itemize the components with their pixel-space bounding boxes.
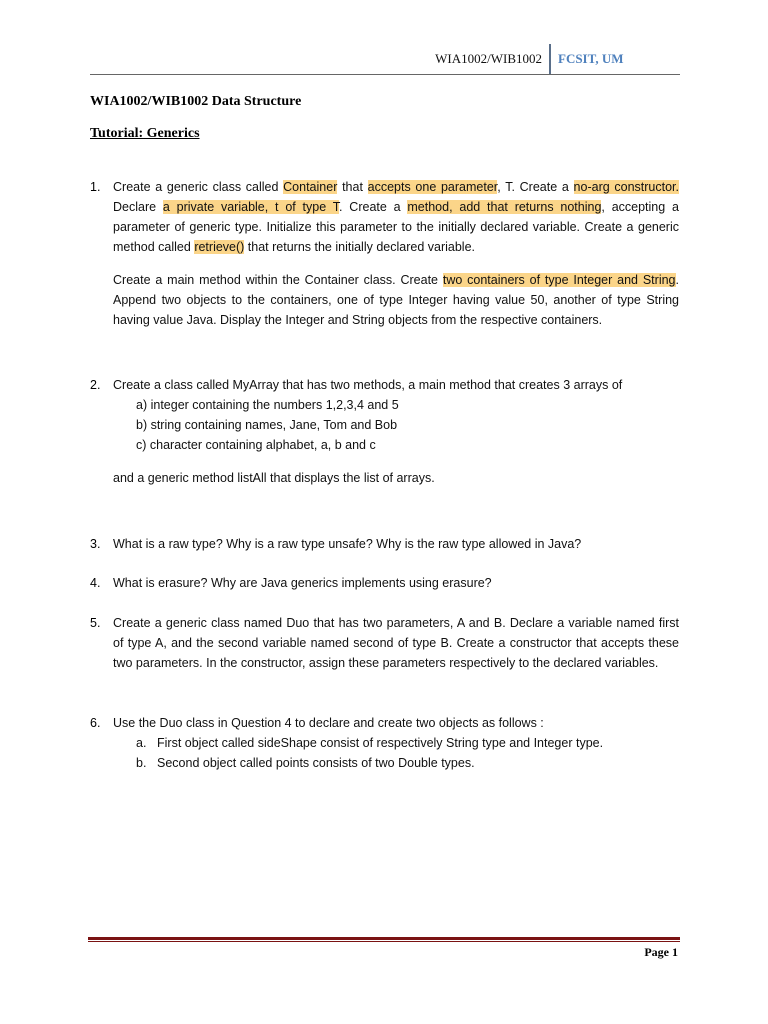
question-2-item-a: a) integer containing the numbers 1,2,3,4 and 5 <box>136 398 399 412</box>
q1-highlight-retrieve: retrieve() <box>194 240 245 254</box>
q1-highlight-container: Container <box>283 180 338 194</box>
q1-highlight-accepts-parameter: accepts one parameter <box>367 180 498 194</box>
q1-text: that returns the initially declared variable. <box>244 240 476 254</box>
q1-text: , accepting a parameter of generic type. Initialize this parameter to the initially declared variable. Create a generic method called <box>113 200 679 254</box>
q1-text: , T. Create a <box>497 180 574 194</box>
document-title: WIA1002/WIB1002 Data Structure <box>90 94 302 109</box>
q1-highlight-private-variable: a private variable, t of type T <box>162 200 340 214</box>
q1-text: Declare <box>113 200 163 214</box>
question-6-item-a-text: First object called sideShape consist of respectively String type and Integer type. <box>157 736 604 750</box>
footer-rule-thick <box>88 937 680 940</box>
q1-text: Create a main method within the Container class. Create <box>113 273 443 287</box>
q1-highlight-no-arg-constructor: no-arg constructor. <box>573 180 679 194</box>
q1-highlight-add-method: method, add that returns nothing <box>407 200 602 214</box>
q1-text: . Append two objects to the containers, one of type Integer having value 50, another of type String having value Java. Display the Integer and String objects from the respective containers. <box>113 273 679 327</box>
header-rule <box>90 74 680 75</box>
question-1-paragraph-1 <box>113 177 679 257</box>
question-4-number: 4. <box>90 576 101 590</box>
page-number: Page 1 <box>644 945 678 959</box>
question-5-number: 5. <box>90 616 101 630</box>
question-6-text: Use the Duo class in Question 4 to declare and create two objects as follows : <box>113 716 544 730</box>
question-6-item-b-text: Second object called points consists of two Double types. <box>157 756 475 770</box>
question-2-item-c: c) character containing alphabet, a, b and c <box>136 438 376 452</box>
question-2-intro: Create a class called MyArray that has two methods, a main method that creates 3 arrays of <box>113 378 623 392</box>
q1-text: . Create a <box>339 200 408 214</box>
question-2-number: 2. <box>90 378 101 392</box>
question-3-text: What is a raw type? Why is a raw type unsafe? Why is the raw type allowed in Java? <box>113 537 582 551</box>
question-6-item-a-letter: a. <box>136 736 147 750</box>
question-2-item-b: b) string containing names, Jane, Tom and Bob <box>136 418 398 432</box>
question-6-item-b-letter: b. <box>136 756 147 770</box>
footer-rule-thin <box>88 941 680 942</box>
document-subtitle: Tutorial: Generics <box>90 126 200 141</box>
question-4-text: What is erasure? Why are Java generics implements using erasure? <box>113 576 492 590</box>
question-1-number: 1. <box>90 180 101 194</box>
header-course-codes: WIA1002/WIB1002 <box>435 51 542 66</box>
question-3-number: 3. <box>90 537 101 551</box>
q1-text: that <box>337 180 368 194</box>
question-5-text: Create a generic class named Duo that has two parameters, A and B. Declare a variable named first of type A, and the second variable named second of type B. Create a constructor that accepts these two parameters. In the constructor, assign these parameters respectively to the declared variables. <box>113 616 679 670</box>
q1-text: Create a generic class called <box>113 180 284 194</box>
question-1-paragraph-2 <box>113 270 679 330</box>
q1-highlight-two-containers: two containers of type Integer and String <box>442 273 676 287</box>
header-faculty: FCSIT, UM <box>558 51 624 66</box>
question-6-number: 6. <box>90 716 101 730</box>
question-2-outro: and a generic method listAll that displays the list of arrays. <box>113 471 435 485</box>
page-header <box>0 44 768 74</box>
header-divider <box>549 44 551 74</box>
